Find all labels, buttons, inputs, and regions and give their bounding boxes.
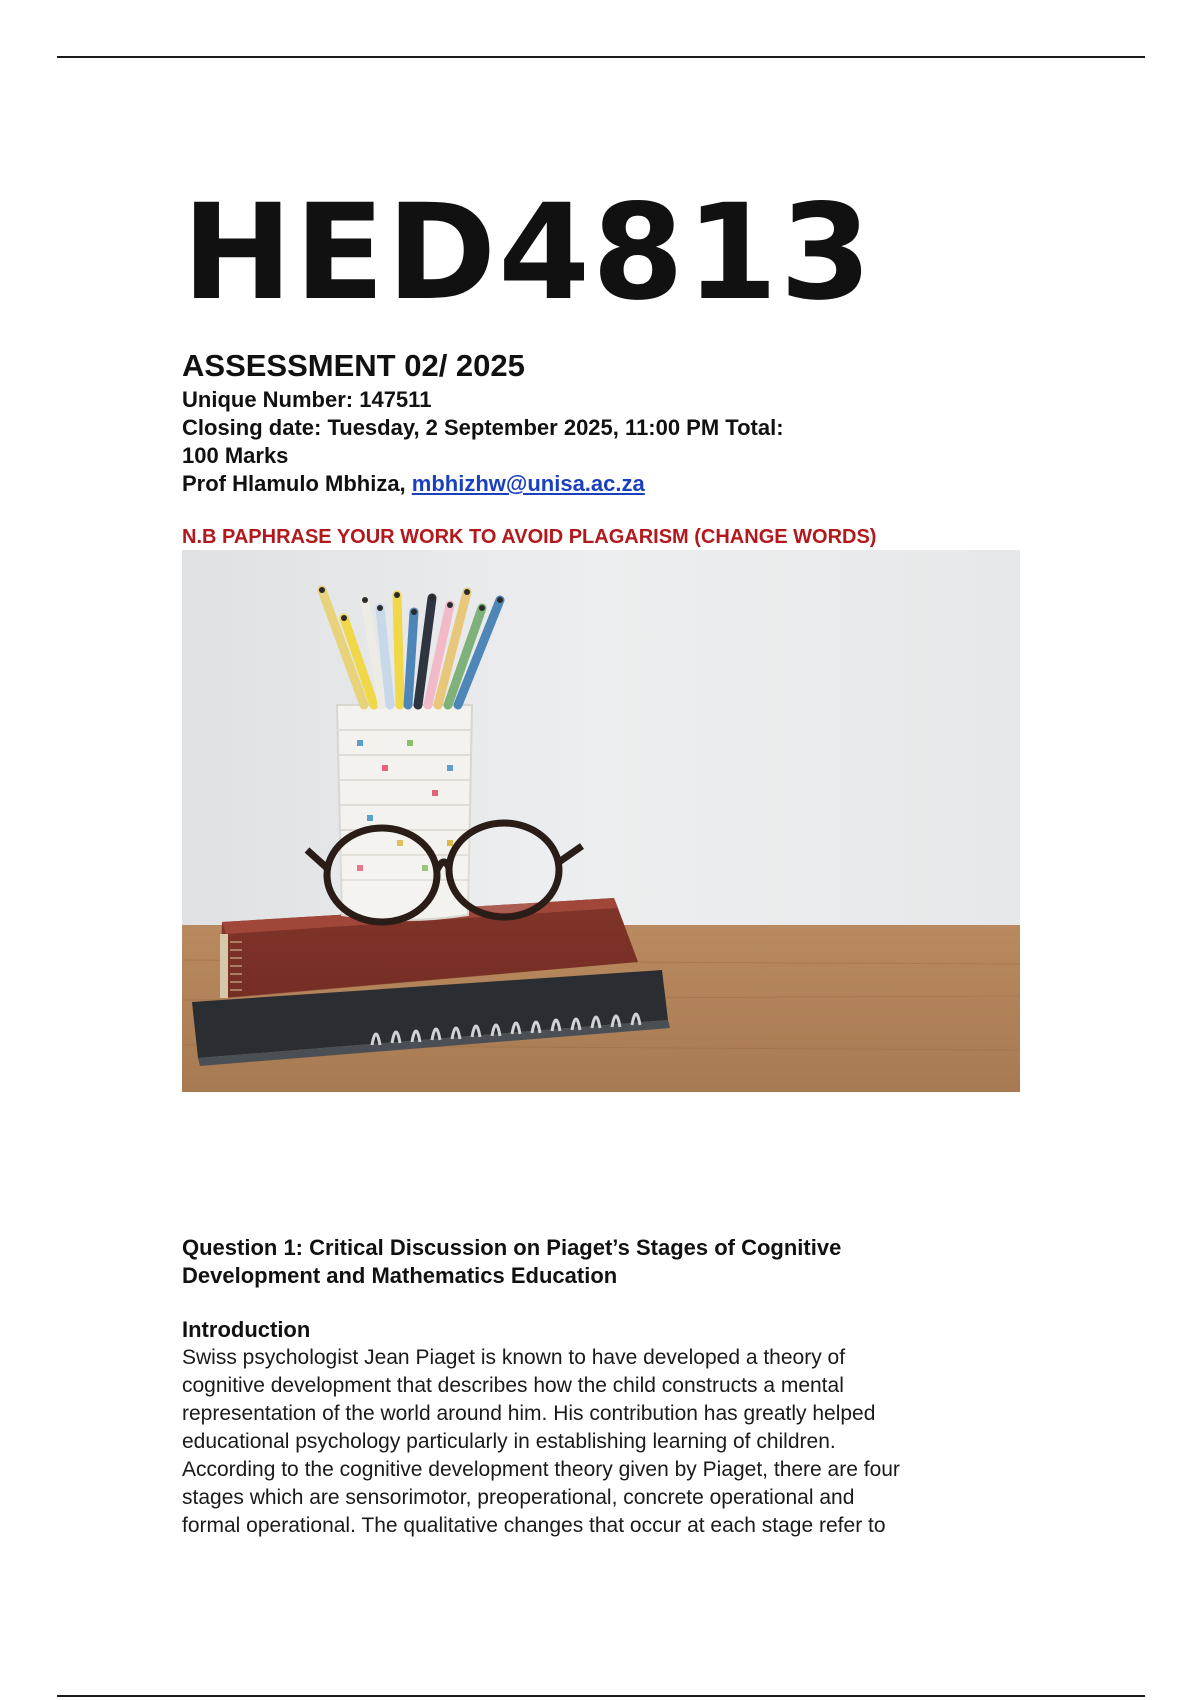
- bottom-rule: [57, 1695, 1145, 1697]
- introduction-heading: Introduction: [182, 1317, 311, 1342]
- lecturer-name: Prof Hlamulo Mbhiza,: [182, 471, 412, 496]
- cover-photo: [182, 550, 1020, 1092]
- top-rule: [57, 56, 1145, 58]
- lecturer-email-link[interactable]: mbhizhw@unisa.ac.za: [411, 471, 645, 496]
- course-code-title: HED4813: [182, 176, 874, 330]
- intro-line: educational psychology particularly in establishing learning of children.: [182, 1430, 836, 1453]
- plagiarism-warning: N.B PAPHRASE YOUR WORK TO AVOID PLAGARISM (CHANGE WORDS): [182, 526, 877, 548]
- question-1-title: Question 1: Critical Discussion on Piaget’s Stages of Cognitive Development and Mathematics Education: [182, 1235, 842, 1288]
- closing-date-line-2: 100 Marks: [182, 443, 289, 468]
- intro-line: Swiss psychologist Jean Piaget is known to have developed a theory of: [182, 1346, 846, 1369]
- assessment-details: [182, 386, 902, 498]
- intro-line: According to the cognitive development theory given by Piaget, there are four: [182, 1458, 900, 1481]
- intro-line: cognitive development that describes how the child constructs a mental: [182, 1374, 844, 1397]
- intro-line: formal operational. The qualitative changes that occur at each stage refer to: [182, 1514, 886, 1537]
- unique-number: Unique Number: 147511: [182, 387, 432, 412]
- intro-line: representation of the world around him. His contribution has greatly helped: [182, 1402, 876, 1425]
- introduction-body: [182, 1344, 1062, 1540]
- closing-date-line-1: Closing date: Tuesday, 2 September 2025, 11:00 PM Total:: [182, 415, 784, 440]
- intro-line: stages which are sensorimotor, preoperational, concrete operational and: [182, 1486, 855, 1509]
- lecturer-line: [182, 470, 902, 498]
- assessment-title: ASSESSMENT 02/ 2025: [182, 348, 525, 383]
